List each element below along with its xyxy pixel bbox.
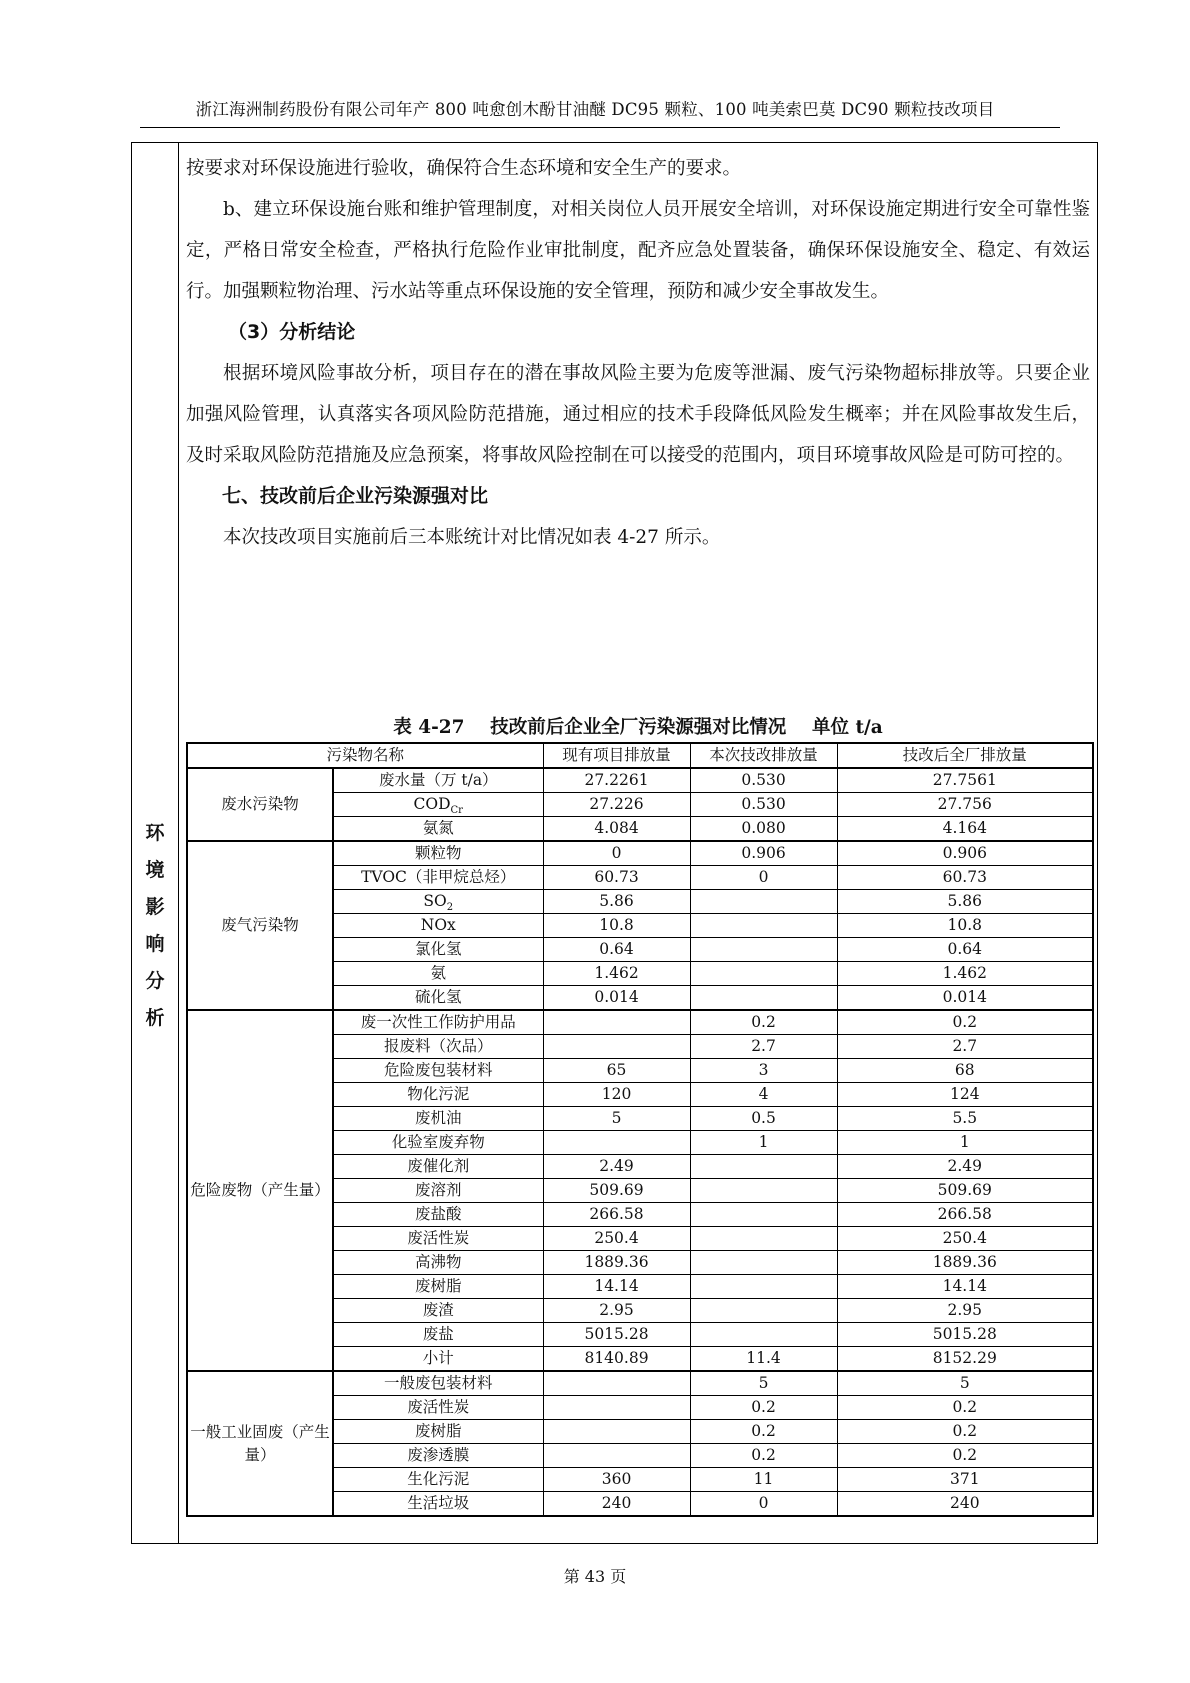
table-header-row [187, 743, 1093, 768]
pollutant-name-cell [333, 1035, 543, 1059]
value-after: 1.462 [837, 962, 1093, 986]
table-row [187, 1010, 1093, 1035]
value-this [690, 1227, 837, 1251]
pollutant-name-cell [333, 938, 543, 962]
value-after: 2.95 [837, 1299, 1093, 1323]
value-existing: 5.86 [543, 890, 690, 914]
pollutant-name-cell [333, 1010, 543, 1035]
pollutant-name: 氨氮 [422, 818, 454, 837]
pollutant-name: 高沸物 [415, 1252, 462, 1271]
value-this: 0.5 [690, 1107, 837, 1131]
pollutant-name: 废树脂 [415, 1421, 462, 1440]
pollutant-name-cell [333, 817, 543, 842]
pollutant-name-cell [333, 1203, 543, 1227]
pollutant-name: 氯化氢 [415, 939, 462, 958]
pollutant-name-cell [333, 1299, 543, 1323]
value-this: 0.2 [690, 1396, 837, 1420]
pollutant-name-cell [333, 1059, 543, 1083]
pollutant-name: 废催化剂 [407, 1156, 470, 1175]
value-this: 0.2 [690, 1444, 837, 1468]
value-this: 0.906 [690, 841, 837, 866]
pollutant-name-cell [333, 1468, 543, 1492]
side-label-char: 环 [145, 822, 165, 844]
value-existing [543, 1035, 690, 1059]
value-existing: 360 [543, 1468, 690, 1492]
pollutant-name: 一般废包装材料 [384, 1373, 493, 1392]
value-after: 14.14 [837, 1275, 1093, 1299]
group-label: 废气污染物 [187, 841, 333, 1010]
value-existing: 5015.28 [543, 1323, 690, 1347]
paragraph-acceptance: 按要求对环保设施进行验收，确保符合生态环境和安全生产的要求。 [186, 158, 742, 179]
pollutant-name-cell [333, 1396, 543, 1420]
value-this [690, 1275, 837, 1299]
pollutant-name-cell [333, 986, 543, 1011]
pollutant-name: 小计 [422, 1348, 454, 1367]
value-after: 2.7 [837, 1035, 1093, 1059]
pollutant-name: 危险废包装材料 [384, 1060, 493, 1079]
value-existing: 27.2261 [543, 768, 690, 793]
table-row [187, 841, 1093, 866]
value-this: 1 [690, 1131, 837, 1155]
value-existing [543, 1010, 690, 1035]
value-this [690, 1155, 837, 1179]
pollutant-name-cell [333, 768, 543, 793]
value-existing: 120 [543, 1083, 690, 1107]
table-row [187, 1371, 1093, 1396]
value-after: 0.014 [837, 986, 1093, 1011]
pollutant-name-subscript: Cr [450, 804, 463, 816]
value-this: 2.7 [690, 1035, 837, 1059]
pollutant-name-cell [333, 841, 543, 866]
value-this [690, 890, 837, 914]
pollutant-name: 废一次性工作防护用品 [360, 1012, 516, 1031]
value-this [690, 914, 837, 938]
value-existing: 2.49 [543, 1155, 690, 1179]
pollutant-name: 报废料（次品） [384, 1036, 493, 1055]
pollutant-name: 生活垃圾 [407, 1493, 470, 1512]
value-after: 0.2 [837, 1444, 1093, 1468]
value-existing: 2.95 [543, 1299, 690, 1323]
pollutant-name: TVOC（非甲烷总烃） [361, 867, 516, 886]
pollutant-name: 生化污泥 [407, 1469, 470, 1488]
header-rule [140, 127, 1060, 128]
value-existing: 1889.36 [543, 1251, 690, 1275]
value-existing: 8140.89 [543, 1347, 690, 1372]
pollutant-name-cell [333, 1179, 543, 1203]
value-this [690, 1323, 837, 1347]
paragraph-table-intro: 本次技改项目实施前后三本账统计对比情况如表 4-27 所示。 [223, 527, 721, 548]
side-label-char: 响 [145, 933, 165, 955]
pollutant-name-subscript: 2 [446, 901, 454, 913]
value-this: 3 [690, 1059, 837, 1083]
header-this-project: 本次技改排放量 [690, 743, 837, 768]
value-after: 60.73 [837, 866, 1093, 890]
header-pollutant-name: 污染物名称 [187, 743, 543, 768]
header-after: 技改后全厂排放量 [837, 743, 1093, 768]
value-existing: 240 [543, 1492, 690, 1517]
value-this: 5 [690, 1371, 837, 1396]
pollutant-name-cell [333, 1371, 543, 1396]
pollutant-name: 物化污泥 [407, 1084, 470, 1103]
value-existing [543, 1131, 690, 1155]
value-after: 0.906 [837, 841, 1093, 866]
value-after: 250.4 [837, 1227, 1093, 1251]
header-existing: 现有项目排放量 [543, 743, 690, 768]
side-label-char: 分 [145, 970, 165, 992]
document-header: 浙江海洲制药股份有限公司年产 800 吨愈创木酚甘油醚 DC95 颗粒、100 吨美索巴莫 DC90 颗粒技改项目 [195, 100, 995, 119]
paragraph-conclusion: 根据环境风险事故分析，项目存在的潜在事故风险主要为危废等泄漏、废气污染物超标排放等。只要企业加强风险管理，认真落实各项风险防范措施，通过相应的技术手段降低风险发生概率；并在风险事故发生后，及时采取风险防范措施及应急预案，将事故风险控制在可以接受的范围内，项目环境事故风险是可防可控的。 [186, 363, 1090, 466]
value-this [690, 962, 837, 986]
paragraph-management: b、建立环保设施台账和维护管理制度，对相关岗位人员开展安全培训，对环保设施定期进行安全可靠性鉴定，严格日常安全检查，严格执行危险作业审批制度，配齐应急处置装备，确保环保设施安全、稳定、有效运行。加强颗粒物治理、污水站等重点环保设施的安全管理，预防和减少安全事故发生。 [186, 199, 1090, 302]
value-after: 8152.29 [837, 1347, 1093, 1372]
value-after: 266.58 [837, 1203, 1093, 1227]
pollutant-name-cell [333, 962, 543, 986]
pollutant-name: SO [423, 891, 447, 910]
value-existing: 4.084 [543, 817, 690, 842]
value-after: 1889.36 [837, 1251, 1093, 1275]
value-existing: 0 [543, 841, 690, 866]
pollutant-name-cell [333, 1492, 543, 1517]
pollutant-name: 氨 [430, 963, 447, 982]
pollutant-name: 废机油 [415, 1108, 462, 1127]
table-row [187, 768, 1093, 793]
value-after: 10.8 [837, 914, 1093, 938]
value-this [690, 986, 837, 1011]
value-existing [543, 1396, 690, 1420]
value-existing: 14.14 [543, 1275, 690, 1299]
value-existing: 10.8 [543, 914, 690, 938]
value-existing: 5 [543, 1107, 690, 1131]
value-this: 0.2 [690, 1010, 837, 1035]
value-after: 0.2 [837, 1396, 1093, 1420]
pollutant-name-cell [333, 793, 543, 817]
value-existing: 27.226 [543, 793, 690, 817]
value-existing: 1.462 [543, 962, 690, 986]
pollutant-name: COD [413, 794, 451, 813]
side-label-char: 影 [145, 896, 165, 918]
pollutant-name-cell [333, 1155, 543, 1179]
pollutant-name-cell [333, 1444, 543, 1468]
value-after: 68 [837, 1059, 1093, 1083]
value-after: 5.5 [837, 1107, 1093, 1131]
pollutant-name: 硫化氢 [415, 987, 462, 1006]
pollutant-name-cell [333, 890, 543, 914]
pollutant-name-cell [333, 1083, 543, 1107]
value-this: 11.4 [690, 1347, 837, 1372]
value-existing: 509.69 [543, 1179, 690, 1203]
pollutant-name: 废树脂 [415, 1276, 462, 1295]
value-after: 0.2 [837, 1010, 1093, 1035]
value-this: 0.2 [690, 1420, 837, 1444]
value-after: 509.69 [837, 1179, 1093, 1203]
pollutant-name: 废渗透膜 [407, 1445, 470, 1464]
value-this: 0 [690, 1492, 837, 1517]
value-this: 0.530 [690, 768, 837, 793]
value-this: 0 [690, 866, 837, 890]
table-body [187, 768, 1093, 1516]
value-after: 5 [837, 1371, 1093, 1396]
pollutant-name-cell [333, 1131, 543, 1155]
page-number: 第 43 页 [563, 1567, 627, 1586]
heading-section-seven: 七、技改前后企业污染源强对比 [222, 485, 489, 507]
side-label [131, 820, 179, 1032]
value-this: 0.080 [690, 817, 837, 842]
value-existing: 266.58 [543, 1203, 690, 1227]
pollution-comparison-table [186, 742, 1094, 1517]
pollutant-name: 废盐 [422, 1324, 454, 1343]
pollutant-name-cell [333, 1347, 543, 1372]
value-existing [543, 1444, 690, 1468]
value-this: 11 [690, 1468, 837, 1492]
side-column [131, 142, 179, 1544]
pollutant-name: 颗粒物 [415, 843, 462, 862]
value-this: 4 [690, 1083, 837, 1107]
pollutant-name: 废盐酸 [415, 1204, 462, 1223]
value-this [690, 1203, 837, 1227]
pollutant-name: 废渣 [422, 1300, 454, 1319]
value-after: 371 [837, 1468, 1093, 1492]
value-existing [543, 1371, 690, 1396]
value-after: 5015.28 [837, 1323, 1093, 1347]
side-label-char: 境 [145, 859, 165, 881]
value-after: 4.164 [837, 817, 1093, 842]
value-after: 240 [837, 1492, 1093, 1517]
value-this: 0.530 [690, 793, 837, 817]
group-label: 废水污染物 [187, 768, 333, 841]
value-existing [543, 1420, 690, 1444]
value-existing: 0.64 [543, 938, 690, 962]
value-existing: 60.73 [543, 866, 690, 890]
value-after: 27.7561 [837, 768, 1093, 793]
heading-analysis-conclusion: （3）分析结论 [228, 321, 356, 343]
value-after: 5.86 [837, 890, 1093, 914]
pollutant-name: 化验室废弃物 [391, 1132, 485, 1151]
value-existing: 250.4 [543, 1227, 690, 1251]
side-label-char: 析 [145, 1007, 165, 1029]
group-label: 一般工业固废（产生量） [187, 1371, 333, 1516]
pollutant-name-cell [333, 1107, 543, 1131]
pollutant-name-cell [333, 1251, 543, 1275]
value-after: 0.2 [837, 1420, 1093, 1444]
value-after: 2.49 [837, 1155, 1093, 1179]
pollutant-name-cell [333, 914, 543, 938]
pollutant-name: 废水量（万 t/a） [378, 770, 498, 789]
pollutant-name-cell [333, 1227, 543, 1251]
value-this [690, 1299, 837, 1323]
value-existing: 65 [543, 1059, 690, 1083]
pollutant-name: NOx [420, 915, 456, 934]
value-this [690, 1179, 837, 1203]
body-text [186, 148, 1090, 558]
group-label: 危险废物（产生量） [187, 1010, 333, 1371]
value-after: 0.64 [837, 938, 1093, 962]
pollutant-name: 废活性炭 [407, 1228, 470, 1247]
pollutant-name-cell [333, 866, 543, 890]
value-this [690, 938, 837, 962]
value-after: 124 [837, 1083, 1093, 1107]
value-existing: 0.014 [543, 986, 690, 1011]
pollutant-name-cell [333, 1323, 543, 1347]
table-caption: 表 4-27 技改前后企业全厂污染源强对比情况 单位 t/a [393, 717, 883, 738]
pollutant-name: 废溶剂 [415, 1180, 462, 1199]
pollutant-name: 废活性炭 [407, 1397, 470, 1416]
value-this [690, 1251, 837, 1275]
pollutant-name-cell [333, 1420, 543, 1444]
value-after: 1 [837, 1131, 1093, 1155]
value-after: 27.756 [837, 793, 1093, 817]
pollutant-name-cell [333, 1275, 543, 1299]
